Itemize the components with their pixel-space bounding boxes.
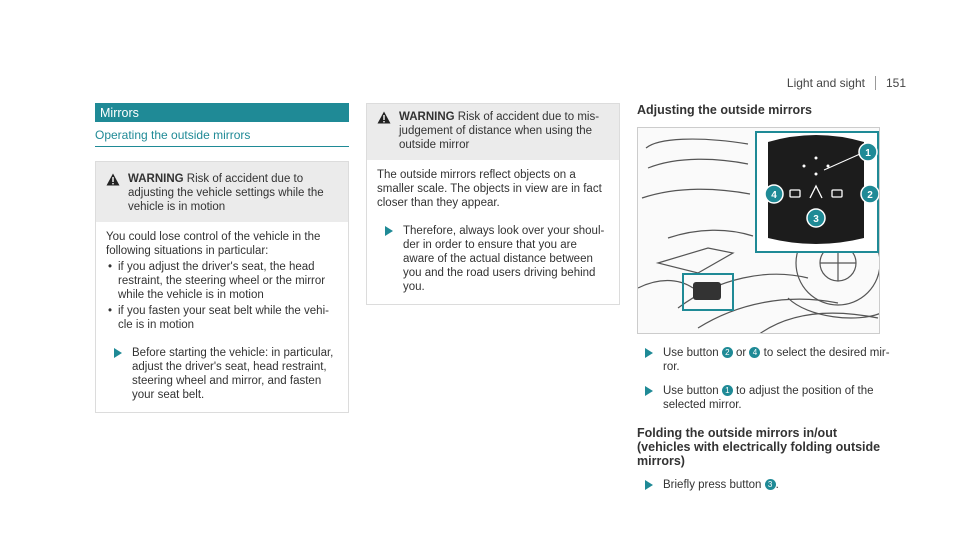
- step-text-part: to select the desired mirror.: [663, 347, 890, 373]
- step-text-part: Briefly press button: [663, 479, 762, 491]
- warning-intro: You could lose control of the vehicle in the following situations in particular:: [106, 231, 321, 257]
- heading-adjusting-mirrors: Adjusting the outside mirrors: [637, 103, 813, 117]
- door-panel-drawing: [638, 128, 880, 334]
- warning-heading-text: Risk of accident due to misjudgement of distance when using the outside mirror: [399, 111, 600, 151]
- list-item: • if you fasten your seat belt while the vehicle is in motion: [106, 304, 338, 332]
- instruction-step: [106, 346, 338, 402]
- step-text-part: or: [736, 347, 747, 359]
- header-divider: [875, 76, 876, 90]
- column-2: [366, 103, 620, 305]
- column-1: [95, 103, 349, 413]
- step-text-part: Use button: [663, 347, 719, 359]
- step-text-part: .: [775, 479, 779, 491]
- callout-1: 1: [865, 148, 871, 159]
- step-text: [663, 384, 893, 412]
- column-3: [637, 103, 893, 492]
- warning-box: [95, 161, 349, 413]
- instruction-step: [377, 224, 609, 294]
- button-number-badge: 4: [749, 347, 760, 358]
- subsection-title: Operating the outside mirrors: [95, 128, 349, 147]
- warning-bullets: [106, 260, 338, 332]
- step-text: Therefore, always look over your shoulder in order to ensure that you are aware of the actual distance between you and the road users driving behind you.: [403, 225, 605, 293]
- step-arrow-icon: [645, 348, 653, 358]
- warning-header: [96, 162, 348, 222]
- step-arrow-icon: [645, 480, 653, 490]
- chapter-title: Light and sight: [786, 76, 865, 90]
- page-header: [787, 76, 906, 90]
- step-text-part: Use button: [663, 385, 719, 397]
- warning-heading: [399, 110, 609, 152]
- callout-4: 4: [771, 190, 777, 201]
- warning-label: WARNING: [399, 111, 455, 123]
- warning-triangle-icon: [377, 111, 391, 124]
- warning-heading: [128, 172, 338, 214]
- step-arrow-icon: [645, 386, 653, 396]
- heading-folding-mirrors: Folding the outside mirrors in/out (vehicles with electrically folding outside mirrors): [637, 426, 881, 468]
- instruction-step-fold-mirror: [637, 478, 893, 492]
- warning-triangle-icon: [106, 173, 120, 186]
- warning-box: [366, 103, 620, 305]
- page-number: 151: [885, 76, 906, 90]
- warning-heading-text: Risk of accident due to adjusting the vehicle settings while the vehicle is in motion: [128, 173, 324, 213]
- step-text-part: to adjust the position of the selected mirror.: [663, 385, 874, 411]
- warning-label: WARNING: [128, 173, 184, 185]
- warning-header: [367, 104, 619, 160]
- list-item: • if you adjust the driver's seat, the head restraint, the steering wheel or the mirror while the vehicle is in motion: [106, 260, 338, 302]
- instruction-step-select-mirror: [637, 346, 893, 374]
- button-number-badge: 3: [765, 479, 776, 490]
- callout-3: 3: [813, 214, 819, 225]
- warning-body: [367, 160, 619, 304]
- callout-2: 2: [867, 190, 873, 201]
- warning-intro: The outside mirrors reflect objects on a smaller scale. The objects in view are in fact closer than they appear.: [377, 169, 602, 209]
- step-text: Before starting the vehicle: in particular, adjust the driver's seat, head restraint, steering wheel and mirror, and fasten your seat belt.: [132, 347, 334, 401]
- instruction-step-adjust-mirror: [637, 384, 893, 412]
- section-title: Mirrors: [95, 103, 349, 122]
- warning-body: [96, 222, 348, 412]
- step-arrow-icon: [114, 348, 122, 358]
- step-text: [663, 346, 893, 374]
- button-number-badge: 2: [722, 347, 733, 358]
- step-text: [663, 478, 893, 492]
- step-arrow-icon: [385, 226, 393, 236]
- button-number-badge: 1: [722, 385, 733, 396]
- mirror-controls-illustration: [637, 127, 880, 334]
